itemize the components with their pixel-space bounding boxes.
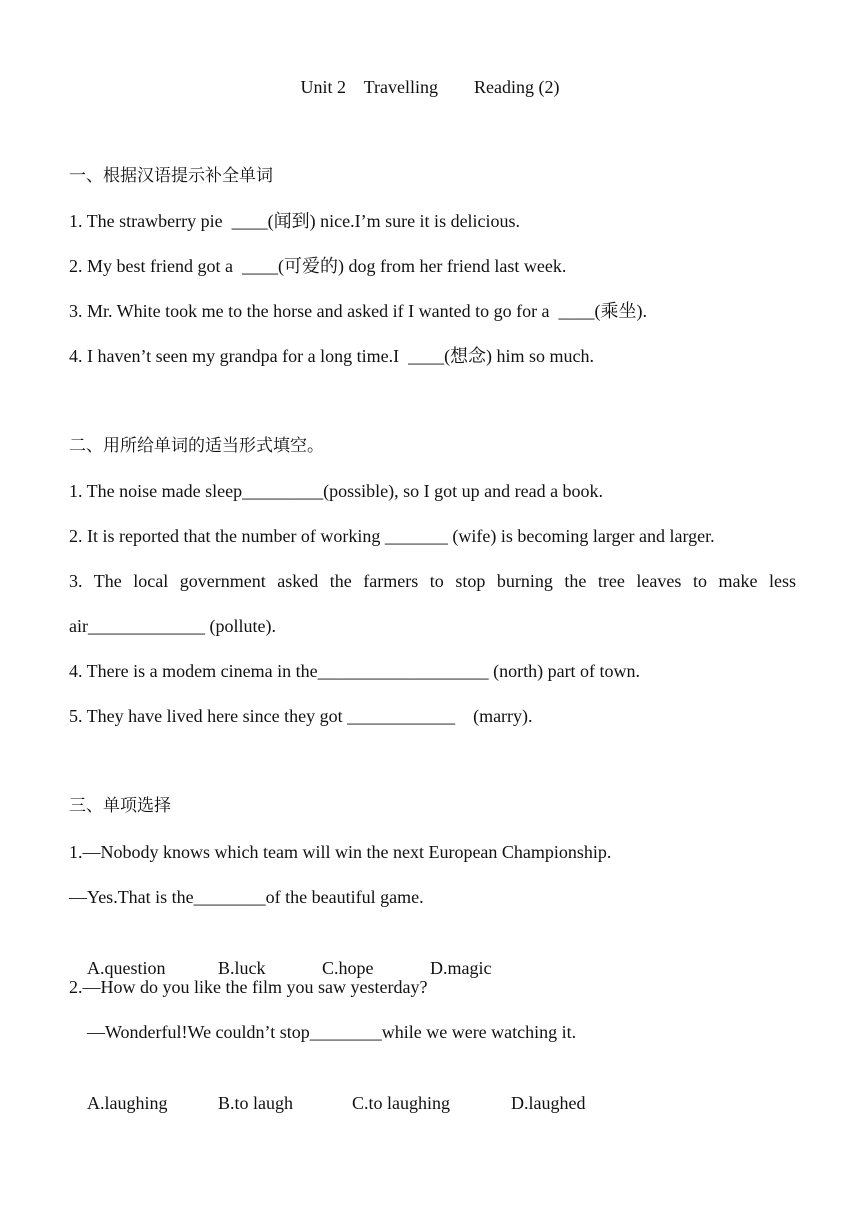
question2-option-b: B.to laugh — [218, 1093, 293, 1113]
section1-item-4: 4. I haven’t seen my grandpa for a long time.I ____(想念) him so much. — [69, 346, 595, 366]
section2-item-2: 2. It is reported that the number of working _______ (wife) is becoming larger and larger. — [69, 526, 715, 546]
section2-item-5: 5. They have lived here since they got ____________ (marry). — [69, 706, 533, 726]
question1-options — [69, 929, 796, 978]
question1-option-a: A.question — [87, 958, 166, 978]
section2-item-1: 1. The noise made sleep_________(possible), so I got up and read a book. — [69, 481, 604, 501]
section2-item-4: 4. There is a modem cinema in the___________________ (north) part of town. — [69, 661, 641, 681]
question2-reply: —Wonderful!We couldn’t stop________while we were watching it. — [69, 1022, 577, 1042]
question1-option-b: B.luck — [218, 958, 266, 978]
question1-stem: 1.—Nobody knows which team will win the next European Championship. — [69, 842, 612, 862]
question1-reply: —Yes.That is the________of the beautiful game. — [69, 887, 424, 907]
section2-item-3-continued: air_____________ (pollute). — [69, 616, 276, 636]
page-title: Unit 2 Travelling Reading (2) — [300, 77, 560, 97]
section1-item-1: 1. The strawberry pie ____(闻到) nice.I’m sure it is delicious. — [69, 211, 521, 231]
question2-option-c: C.to laughing — [352, 1093, 450, 1113]
section1-item-3: 3. Mr. White took me to the horse and asked if I wanted to go for a ____(乘坐). — [69, 301, 648, 321]
question2-option-a: A.laughing — [87, 1093, 168, 1113]
question1-option-c: C.hope — [322, 958, 374, 978]
section2-item-3: 3. The local government asked the farmers to stop burning the tree leaves to make less — [69, 571, 796, 591]
question2-option-d: D.laughed — [511, 1093, 586, 1113]
question1-option-d: D.magic — [430, 958, 492, 978]
question2-stem: 2.—How do you like the film you saw yesterday? — [69, 977, 428, 997]
section3-heading: 三、单项选择 — [69, 796, 171, 816]
section1-item-2: 2. My best friend got a ____(可爱的) dog from her friend last week. — [69, 256, 567, 276]
question2-options — [69, 1064, 796, 1113]
section1-heading: 一、根据汉语提示补全单词 — [69, 166, 273, 186]
section2-heading: 二、用所给单词的适当形式填空。 — [69, 436, 324, 456]
